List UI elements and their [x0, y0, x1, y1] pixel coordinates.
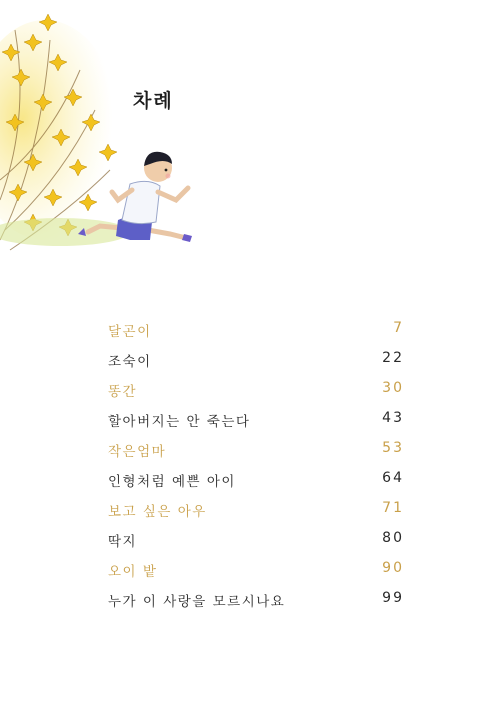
toc-title: 할아버지는 안 죽는다 — [108, 414, 251, 430]
page-title: 차례 — [133, 90, 174, 112]
toc-page-number: 43 — [382, 410, 404, 426]
toc-title: 똥간 — [108, 384, 138, 400]
toc-title: 딱지 — [108, 534, 138, 550]
table-of-contents — [108, 314, 404, 614]
toc-page-number: 53 — [382, 440, 404, 456]
toc-page-number: 90 — [382, 560, 404, 576]
ground-patch — [0, 218, 130, 246]
toc-row[interactable] — [108, 404, 404, 434]
toc-page-number: 30 — [382, 380, 404, 396]
toc-page-number: 7 — [393, 320, 404, 336]
toc-page-number: 71 — [382, 500, 404, 516]
toc-title: 작은엄마 — [108, 444, 167, 460]
toc-page-number: 64 — [382, 470, 404, 486]
toc-page-number: 80 — [382, 530, 404, 546]
toc-row[interactable] — [108, 434, 404, 464]
toc-title: 보고 싶은 아우 — [108, 504, 207, 520]
toc-row[interactable] — [108, 584, 404, 614]
running-boy-illustration — [0, 0, 200, 265]
toc-row[interactable] — [108, 314, 404, 344]
toc-title: 달곤이 — [108, 324, 152, 340]
toc-row[interactable] — [108, 374, 404, 404]
toc-title: 인형처럼 예쁜 아이 — [108, 474, 236, 490]
toc-title: 조숙이 — [108, 354, 152, 370]
toc-row[interactable] — [108, 464, 404, 494]
toc-row[interactable] — [108, 524, 404, 554]
toc-row[interactable] — [108, 344, 404, 374]
toc-page-number: 99 — [382, 590, 404, 606]
toc-page-number: 22 — [382, 350, 404, 366]
toc-row[interactable] — [108, 494, 404, 524]
toc-title: 오이 밭 — [108, 564, 158, 580]
toc-title: 누가 이 사랑을 모르시나요 — [108, 594, 286, 610]
toc-row[interactable] — [108, 554, 404, 584]
